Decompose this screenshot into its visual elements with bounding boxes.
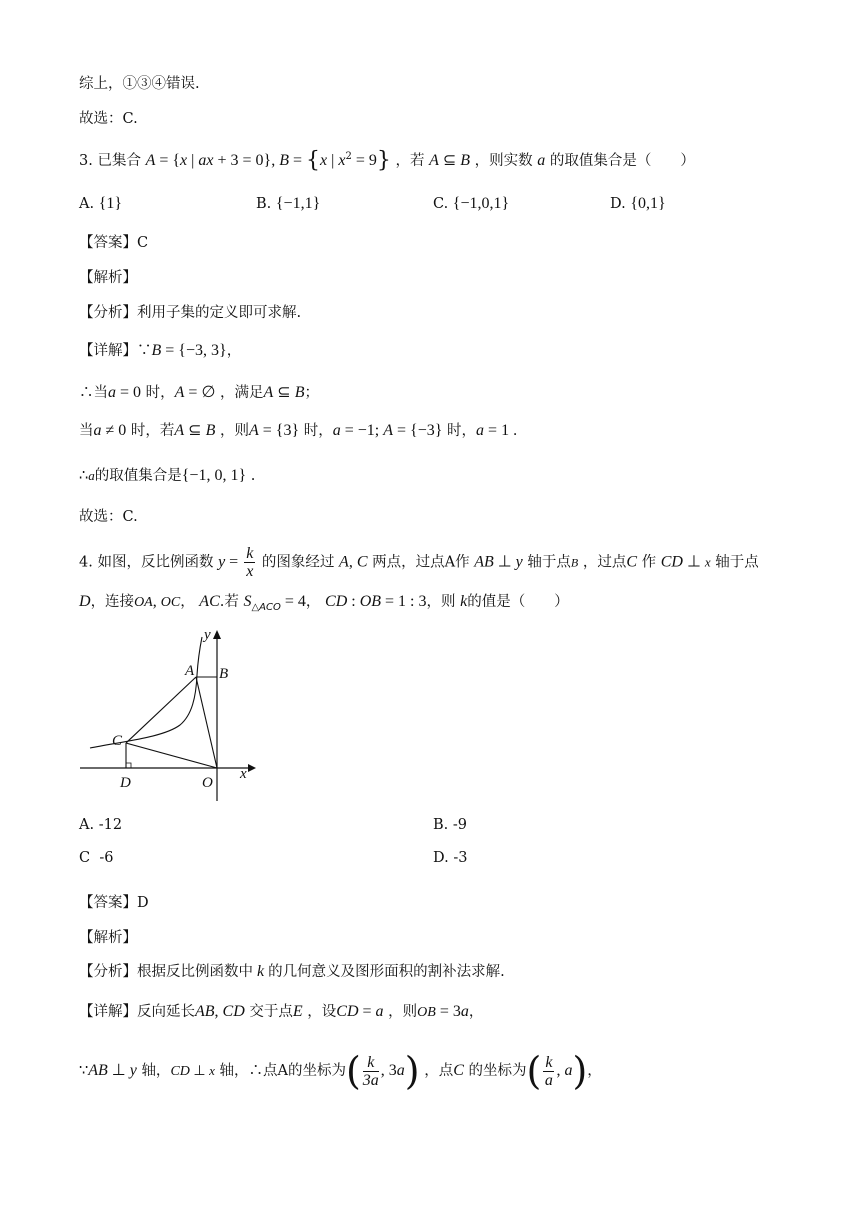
q3-step4-b: 的取值集合是 — [94, 468, 182, 484]
q3-stem: 3. 已集合 A = {x | ax + 3 = 0}, B = {x | $x^2 = 9$} ，若 A ⊆ B ，则实数 a 的取值集合是（ ） — [79, 147, 695, 173]
q3-step2-a: ∴当 — [79, 385, 108, 401]
q4-option-c — [79, 848, 113, 868]
label-O: O — [202, 775, 213, 791]
q3-step2: ∴当a = 0 时，A = ∅ ，满足A ⊆ B； — [79, 384, 319, 401]
q4-stem-g: 轴于点 — [715, 554, 759, 571]
segment-AO — [196, 677, 217, 768]
q3-choice-text: 故选：C. — [79, 509, 138, 525]
y-axis-arrow — [213, 630, 221, 639]
q3-option-c-value: {−1,0,1} — [452, 195, 510, 212]
q3-step3-a: 当 — [79, 423, 94, 439]
q4-detail: 【详解】反向延长AB, CD 交于点E ，设CD = a ，则OB = 3a， — [79, 1003, 484, 1020]
q3-step3-b: 时，若 — [130, 423, 175, 439]
q4-option-c-value: -6 — [99, 850, 114, 866]
q4-stem2-e: ，则 — [426, 594, 456, 610]
q4-last-e: 的坐标为 — [468, 1063, 527, 1079]
q3-step3-d: 时， — [303, 423, 333, 439]
q4-last: ∵AB ⊥ y 轴，CD ⊥ x 轴，∴点A的坐标为( $\frac{k}{3a}$ , 3a) ，点C 的坐标为( $\frac{k}{a}$ , a)， — [79, 1049, 602, 1093]
q3-option-c-label: C. — [433, 196, 449, 212]
q4-stem2-d: ， — [305, 594, 321, 610]
q3-answer — [79, 233, 148, 253]
q3-step3-c: ，则 — [219, 423, 249, 439]
q3-stem-c: ，则实数 — [474, 152, 533, 169]
q3-answer-text: 【答案】C — [79, 235, 149, 251]
q3-option-a-value: {1} — [98, 195, 123, 212]
q3-detail-label: 【详解】∵ — [79, 343, 152, 359]
label-x: x — [240, 766, 247, 782]
q4-stem-b: 的图象经过 — [261, 554, 335, 571]
segment-CO — [126, 743, 217, 768]
q3-step4-a: ∴ — [79, 468, 89, 484]
label-B: B — [219, 666, 229, 682]
q3-detail: 【详解】∵B = {−3, 3}， — [79, 342, 242, 359]
q3-option-d-label: D. — [610, 196, 626, 212]
q3-step3: 当a ≠ 0 时，若A ⊆ B ，则A = {3} 时，a = −1; A = {−3} 时，a = 1 . — [79, 422, 518, 439]
q3-fenxi — [79, 303, 301, 323]
q4-answer — [79, 893, 149, 913]
q3-step2-c: ，满足 — [220, 385, 264, 401]
q3-step2-b: 时， — [145, 385, 175, 401]
q4-stem-d: 轴于点 — [527, 554, 571, 571]
q3-option-b-label: B. — [256, 196, 272, 212]
q2-choice — [79, 109, 138, 129]
q4-fenxi-b: 的几何意义及图形面积的割补法求解. — [268, 964, 505, 980]
q4-analysis-label — [79, 928, 137, 948]
q3-step3-e: 时， — [447, 423, 477, 439]
summary-line — [79, 74, 200, 94]
q4-option-b-text: B. -9 — [433, 817, 467, 833]
q3-option-c — [433, 194, 509, 214]
q4-last-d: ，点 — [424, 1063, 454, 1079]
q4-analysis-text: 【解析】 — [79, 930, 137, 946]
label-D: D — [120, 775, 131, 791]
q4-figure — [76, 625, 262, 803]
q4-last-a: ∵ — [79, 1063, 89, 1079]
q4-last-f: ， — [587, 1063, 602, 1079]
q4-detail-c: ，设 — [307, 1004, 337, 1020]
q3-step2-d: ； — [304, 385, 319, 401]
q3-set-A: A — [145, 151, 156, 169]
q2-choice-text: 故选：C. — [79, 111, 138, 127]
q4-detail-e: ， — [468, 1004, 484, 1020]
hyperbola-curve — [90, 637, 202, 748]
q4-stem2: D，连接OA, OC， AC.若 $S_{\triangle ACO} = 4$， CD : OB = 1 : 3，则 k的值是（ ） — [79, 593, 569, 613]
q4-stem-a: 如图，反比例函数 — [97, 554, 214, 571]
q3-stem-d: 的取值集合是（ ） — [549, 152, 695, 169]
label-A: A — [185, 663, 195, 679]
q4-stem-c: 两点，过点A作 — [372, 554, 470, 571]
q4-fenxi: 【分析】根据反比例函数中 k 的几何意义及图形面积的割补法求解. — [79, 963, 505, 980]
label-C: C — [112, 733, 123, 749]
q4-stem2-b: ， — [180, 594, 195, 610]
q4-last-c: 轴，∴点A的坐标为 — [219, 1063, 346, 1079]
q4-option-a-text: A. -12 — [79, 817, 123, 833]
q4-option-d — [433, 848, 467, 868]
q3-stem-a: 已集合 — [97, 152, 141, 169]
right-angle-mark — [126, 763, 131, 768]
q3-analysis-label — [79, 268, 137, 288]
q3-option-d-value: {0,1} — [630, 195, 666, 212]
q4-stem2-a: ，连接 — [90, 594, 135, 610]
q4-fenxi-a: 【分析】根据反比例函数中 — [79, 964, 253, 980]
q4-option-c-label: C — [79, 850, 91, 866]
q3-analysis-text: 【解析】 — [79, 270, 137, 286]
q4-answer-text: 【答案】D — [79, 895, 149, 911]
q4-stem2-c: .若 — [219, 594, 239, 610]
q4-number: 4. — [79, 554, 93, 571]
q3-choice — [79, 507, 138, 527]
q4-stem2-f: 的值是（ ） — [467, 594, 569, 610]
q4-stem: 4. 如图，反比例函数 y = $\frac{k}{x}$ 的图象经过 A, C 两点，过点A作 AB ⊥ y 轴于点B ，过点C 作 CD ⊥ x 轴于点 — [79, 545, 759, 580]
q3-fenxi-text: 【分析】利用子集的定义即可求解. — [79, 305, 302, 321]
q3-option-b — [256, 194, 320, 214]
q4-option-a — [79, 815, 122, 835]
q4-option-d-text: D. -3 — [433, 850, 468, 866]
summary-text: 综上，①③④错误. — [79, 76, 200, 92]
x-axis-arrow — [248, 764, 256, 772]
q3-option-a-label: A. — [79, 196, 95, 212]
label-y: y — [204, 627, 211, 643]
q3-step4: ∴a的取值集合是{−1, 0, 1} . — [79, 467, 256, 484]
q4-stem-f: 作 — [641, 554, 657, 571]
q4-last-b: 轴， — [141, 1063, 171, 1079]
q4-option-b — [433, 815, 467, 835]
q4-detail-a: 【详解】反向延长 — [79, 1004, 195, 1020]
q3-number: 3. — [79, 152, 93, 169]
segment-AC — [126, 677, 196, 743]
q4-detail-d: ，则 — [388, 1004, 418, 1020]
q3-option-b-value: {−1,1} — [275, 195, 321, 212]
q3-option-a — [79, 194, 122, 214]
q3-stem-b: ，若 — [395, 152, 425, 169]
q3-option-d — [610, 194, 666, 214]
q4-stem-e: ，过点 — [582, 554, 627, 571]
q4-detail-b: 交于点 — [249, 1004, 293, 1020]
